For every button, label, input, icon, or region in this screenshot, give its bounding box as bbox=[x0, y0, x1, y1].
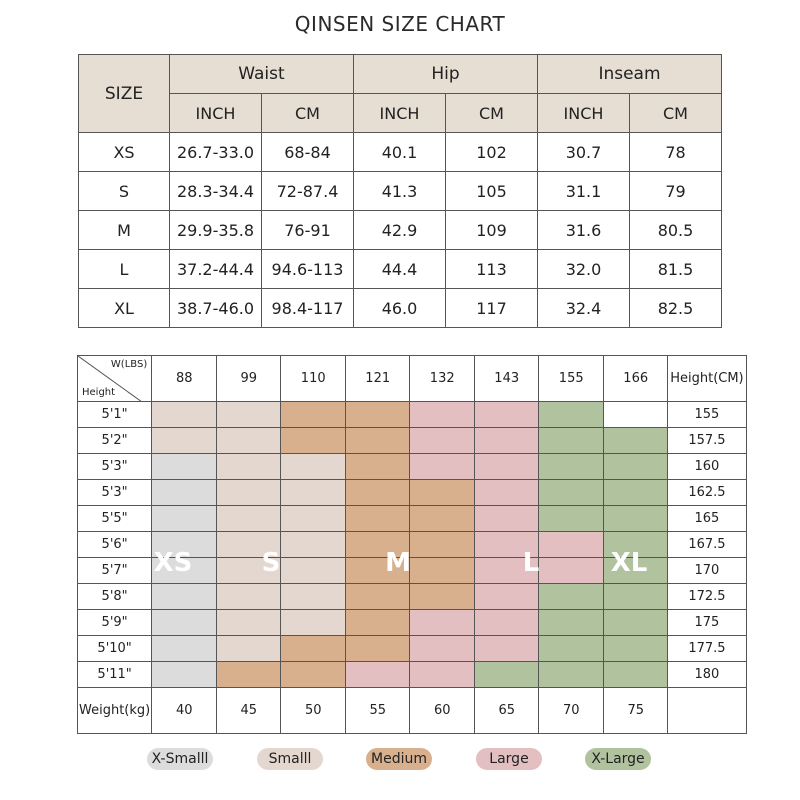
value-cell: 113 bbox=[446, 250, 538, 289]
height-cm-cell: 167.5 bbox=[668, 532, 746, 558]
fit-cell-s bbox=[152, 428, 217, 454]
fit-cell-xl bbox=[604, 506, 668, 532]
height-cm-cell: 162.5 bbox=[668, 480, 746, 506]
table-row bbox=[79, 172, 722, 211]
grid-row bbox=[78, 480, 747, 506]
legend-m: Medium bbox=[366, 748, 432, 770]
weight-lbs-header: 155 bbox=[539, 356, 604, 402]
value-cell: 31.1 bbox=[538, 172, 630, 211]
value-cell: 98.4-117 bbox=[262, 289, 354, 328]
fit-cell-s bbox=[281, 454, 346, 480]
value-cell: 29.9-35.8 bbox=[170, 211, 262, 250]
fit-cell-m bbox=[410, 558, 475, 584]
fit-cell-m bbox=[281, 662, 346, 688]
value-cell: 82.5 bbox=[630, 289, 722, 328]
height-cm-cell: 160 bbox=[668, 454, 746, 480]
zone-label-m: M bbox=[385, 548, 411, 578]
height-ft-cell: 5'7" bbox=[78, 558, 152, 584]
fit-cell-xl bbox=[539, 636, 604, 662]
fit-cell-s bbox=[217, 610, 281, 636]
fit-cell-l bbox=[475, 454, 539, 480]
value-cell: 109 bbox=[446, 211, 538, 250]
grid-row bbox=[78, 584, 747, 610]
height-ft-cell: 5'3" bbox=[78, 480, 152, 506]
weight-kg-value: 65 bbox=[475, 688, 539, 734]
fit-cell-l bbox=[539, 558, 604, 584]
value-cell: 46.0 bbox=[354, 289, 446, 328]
fit-cell-xl bbox=[539, 480, 604, 506]
unit-header: INCH bbox=[538, 94, 630, 133]
value-cell: 78 bbox=[630, 133, 722, 172]
fit-cell-s bbox=[217, 506, 281, 532]
fit-cell-l bbox=[475, 506, 539, 532]
height-cm-cell: 157.5 bbox=[668, 428, 746, 454]
value-cell: 76-91 bbox=[262, 211, 354, 250]
value-cell: 80.5 bbox=[630, 211, 722, 250]
value-cell: 94.6-113 bbox=[262, 250, 354, 289]
page-title: QINSEN SIZE CHART bbox=[294, 12, 506, 36]
fit-cell-l bbox=[410, 402, 475, 428]
value-cell: 68-84 bbox=[262, 133, 354, 172]
fit-cell-m bbox=[410, 584, 475, 610]
value-cell: 44.4 bbox=[354, 250, 446, 289]
fit-cell-l bbox=[475, 610, 539, 636]
weight-kg-value: 40 bbox=[152, 688, 217, 734]
grid-row bbox=[78, 506, 747, 532]
fit-grid bbox=[77, 355, 747, 734]
fit-cell-m bbox=[281, 402, 346, 428]
fit-cell-m bbox=[346, 402, 410, 428]
height-cm-cell: 180 bbox=[668, 662, 746, 688]
fit-cell-s bbox=[152, 402, 217, 428]
fit-cell-l bbox=[475, 402, 539, 428]
value-cell: 42.9 bbox=[354, 211, 446, 250]
fit-cell-xl bbox=[539, 428, 604, 454]
fit-cell-m bbox=[346, 610, 410, 636]
weight-axis-label: W(LBS) bbox=[110, 359, 148, 370]
weight-kg-value: 55 bbox=[346, 688, 410, 734]
fit-cell-m bbox=[410, 480, 475, 506]
fit-cell-s bbox=[281, 532, 346, 558]
value-cell: 81.5 bbox=[630, 250, 722, 289]
fit-cell-m bbox=[281, 428, 346, 454]
table-row bbox=[79, 211, 722, 250]
fit-cell-l bbox=[475, 428, 539, 454]
height-ft-cell: 5'2" bbox=[78, 428, 152, 454]
fit-cell-xl bbox=[604, 662, 668, 688]
height-cm-cell: 165 bbox=[668, 506, 746, 532]
legend-xl: X-Large bbox=[585, 748, 651, 770]
weight-lbs-header: 132 bbox=[410, 356, 475, 402]
zone-label-xs: XS bbox=[153, 548, 193, 578]
weight-lbs-header: 110 bbox=[281, 356, 346, 402]
height-ft-cell: 5'11" bbox=[78, 662, 152, 688]
weight-kg-value: 60 bbox=[410, 688, 475, 734]
fit-cell-m bbox=[281, 636, 346, 662]
fit-cell-xl bbox=[604, 454, 668, 480]
fit-cell-m bbox=[346, 636, 410, 662]
value-cell: 31.6 bbox=[538, 211, 630, 250]
value-cell: 37.2-44.4 bbox=[170, 250, 262, 289]
fit-cell-s bbox=[217, 584, 281, 610]
value-cell: 38.7-46.0 bbox=[170, 289, 262, 328]
fit-cell-m bbox=[410, 532, 475, 558]
table-row bbox=[79, 250, 722, 289]
legend-l: Large bbox=[476, 748, 542, 770]
zone-label-s: S bbox=[261, 548, 281, 578]
fit-cell-xs bbox=[152, 480, 217, 506]
value-cell: 72-87.4 bbox=[262, 172, 354, 211]
group-header-hip: Hip bbox=[354, 55, 538, 94]
value-cell: 32.0 bbox=[538, 250, 630, 289]
group-header-inseam: Inseam bbox=[538, 55, 722, 94]
fit-cell-l bbox=[475, 636, 539, 662]
value-cell: 30.7 bbox=[538, 133, 630, 172]
fit-cell-l bbox=[346, 662, 410, 688]
fit-cell-s bbox=[281, 558, 346, 584]
size-cell: S bbox=[79, 172, 170, 211]
height-axis-label: Height bbox=[82, 387, 116, 398]
weight-kg-label: Weight(kg) bbox=[78, 688, 152, 734]
fit-cell-l bbox=[410, 662, 475, 688]
fit-cell-l bbox=[475, 480, 539, 506]
weight-lbs-header: 121 bbox=[346, 356, 410, 402]
weight-lbs-header: 88 bbox=[152, 356, 217, 402]
fit-cell-m bbox=[346, 506, 410, 532]
weight-kg-value: 75 bbox=[604, 688, 668, 734]
fit-cell-l bbox=[475, 584, 539, 610]
fit-cell-l bbox=[410, 636, 475, 662]
fit-cell-xs bbox=[152, 610, 217, 636]
height-ft-cell: 5'1" bbox=[78, 402, 152, 428]
fit-cell-xl bbox=[604, 428, 668, 454]
fit-cell-l bbox=[410, 428, 475, 454]
table-row bbox=[79, 133, 722, 172]
fit-cell-xl bbox=[604, 480, 668, 506]
empty-cell bbox=[668, 688, 746, 734]
unit-header: CM bbox=[446, 94, 538, 133]
grid-row bbox=[78, 428, 747, 454]
height-ft-cell: 5'8" bbox=[78, 584, 152, 610]
zone-label-xl: XL bbox=[610, 548, 648, 578]
unit-header: INCH bbox=[354, 94, 446, 133]
grid-row bbox=[78, 402, 747, 428]
fit-cell-s bbox=[281, 480, 346, 506]
value-cell: 26.7-33.0 bbox=[170, 133, 262, 172]
grid-row bbox=[78, 610, 747, 636]
fit-cell-xs bbox=[152, 584, 217, 610]
fit-cell-l bbox=[410, 610, 475, 636]
group-header-waist: Waist bbox=[170, 55, 354, 94]
unit-header: INCH bbox=[170, 94, 262, 133]
weight-lbs-header: 99 bbox=[217, 356, 281, 402]
fit-cell-xl bbox=[539, 506, 604, 532]
weight-lbs-header: 143 bbox=[475, 356, 539, 402]
value-cell: 28.3-34.4 bbox=[170, 172, 262, 211]
fit-cell-xl bbox=[539, 584, 604, 610]
height-cm-cell: 175 bbox=[668, 610, 746, 636]
fit-cell-xl bbox=[539, 402, 604, 428]
grid-row bbox=[78, 662, 747, 688]
fit-cell-xl bbox=[475, 662, 539, 688]
fit-cell-s bbox=[217, 454, 281, 480]
value-cell: 105 bbox=[446, 172, 538, 211]
fit-cell-xl bbox=[604, 636, 668, 662]
grid-row bbox=[78, 454, 747, 480]
fit-cell-s bbox=[281, 506, 346, 532]
value-cell: 32.4 bbox=[538, 289, 630, 328]
fit-cell-xl bbox=[539, 610, 604, 636]
weight-kg-value: 70 bbox=[539, 688, 604, 734]
fit-cell-xl bbox=[539, 662, 604, 688]
unit-header: CM bbox=[630, 94, 722, 133]
size-header: SIZE bbox=[79, 55, 170, 133]
weight-kg-value: 50 bbox=[281, 688, 346, 734]
fit-cell-s bbox=[217, 402, 281, 428]
weight-lbs-header: 166 bbox=[604, 356, 668, 402]
size-cell: L bbox=[79, 250, 170, 289]
value-cell: 102 bbox=[446, 133, 538, 172]
unit-header: CM bbox=[262, 94, 354, 133]
height-cm-cell: 172.5 bbox=[668, 584, 746, 610]
fit-cell-xs bbox=[152, 662, 217, 688]
size-table bbox=[78, 54, 722, 328]
fit-cell-xl bbox=[604, 610, 668, 636]
height-cm-header: Height(CM) bbox=[668, 356, 746, 402]
size-cell: XS bbox=[79, 133, 170, 172]
fit-cell-s bbox=[281, 610, 346, 636]
fit-cell-m bbox=[346, 584, 410, 610]
value-cell: 40.1 bbox=[354, 133, 446, 172]
fit-cell-m bbox=[346, 454, 410, 480]
fit-cell-xs bbox=[152, 636, 217, 662]
value-cell: 79 bbox=[630, 172, 722, 211]
height-cm-cell: 155 bbox=[668, 402, 746, 428]
fit-cell-xl bbox=[539, 454, 604, 480]
fit-cell-m bbox=[346, 428, 410, 454]
grid-row bbox=[78, 636, 747, 662]
fit-cell-s bbox=[281, 584, 346, 610]
fit-cell-l bbox=[539, 532, 604, 558]
fit-cell-m bbox=[346, 480, 410, 506]
fit-cell-s bbox=[217, 480, 281, 506]
value-cell: 117 bbox=[446, 289, 538, 328]
zone-label-l: L bbox=[522, 548, 540, 578]
fit-cell-xl bbox=[604, 584, 668, 610]
height-cm-cell: 177.5 bbox=[668, 636, 746, 662]
table-row bbox=[79, 289, 722, 328]
fit-cell-s bbox=[217, 428, 281, 454]
legend-s: Smalll bbox=[257, 748, 323, 770]
fit-cell-xs bbox=[152, 506, 217, 532]
weight-kg-value: 45 bbox=[217, 688, 281, 734]
height-ft-cell: 5'9" bbox=[78, 610, 152, 636]
height-cm-cell: 170 bbox=[668, 558, 746, 584]
fit-cell-l bbox=[410, 454, 475, 480]
fit-cell-none bbox=[604, 402, 668, 428]
fit-cell-s bbox=[217, 636, 281, 662]
fit-cell-m bbox=[217, 662, 281, 688]
height-ft-cell: 5'6" bbox=[78, 532, 152, 558]
value-cell: 41.3 bbox=[354, 172, 446, 211]
fit-cell-m bbox=[410, 506, 475, 532]
corner-cell bbox=[78, 356, 152, 402]
height-ft-cell: 5'3" bbox=[78, 454, 152, 480]
height-ft-cell: 5'10" bbox=[78, 636, 152, 662]
size-cell: M bbox=[79, 211, 170, 250]
legend-xs: X-Smalll bbox=[147, 748, 213, 770]
size-cell: XL bbox=[79, 289, 170, 328]
height-ft-cell: 5'5" bbox=[78, 506, 152, 532]
fit-cell-xs bbox=[152, 454, 217, 480]
